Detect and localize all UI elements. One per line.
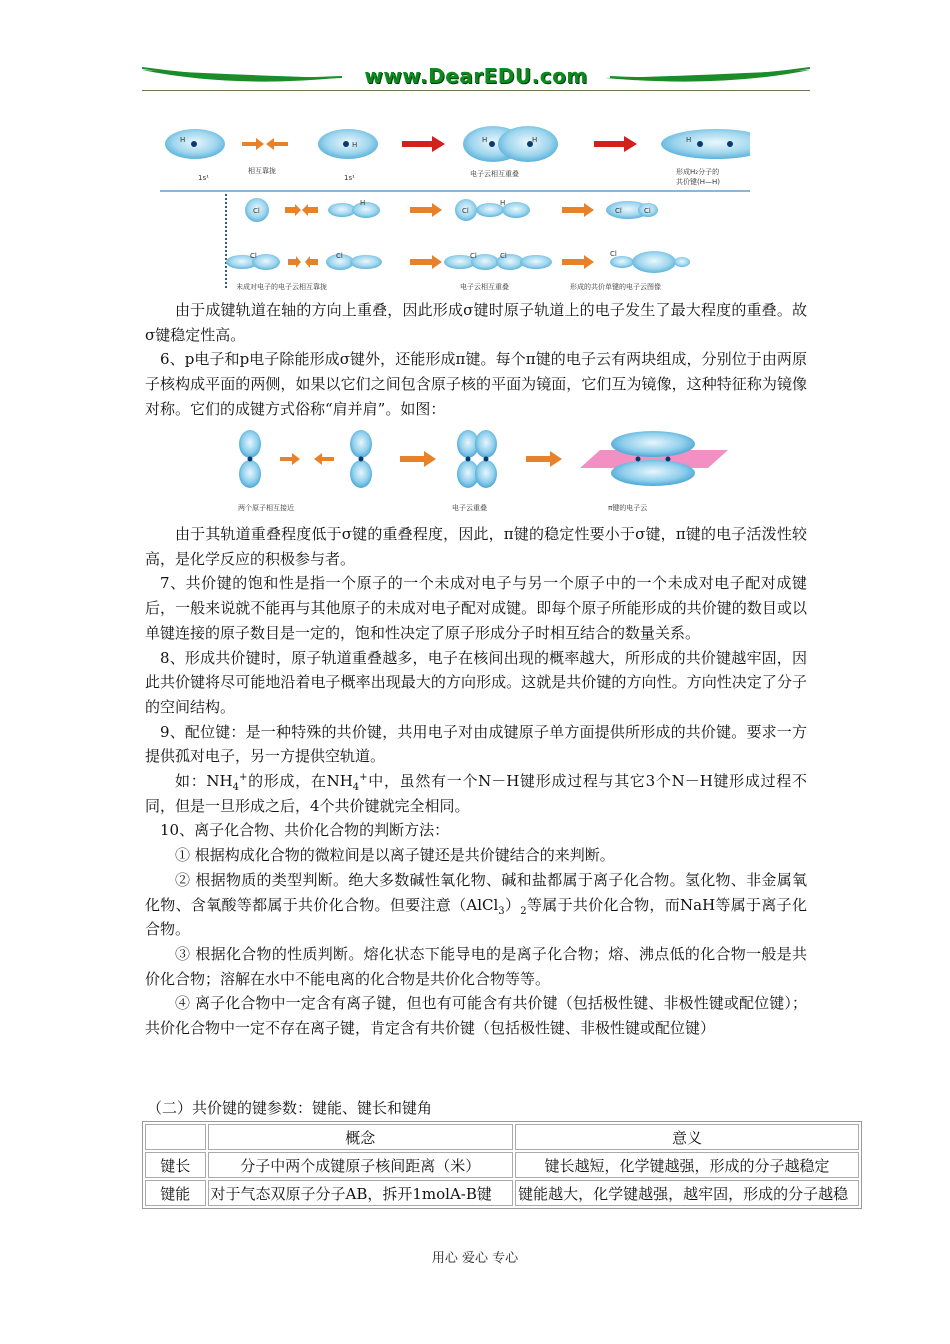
atom-label: Cl bbox=[500, 252, 507, 260]
table-cell: 键能 bbox=[145, 1180, 206, 1206]
figure-caption: 1s¹ bbox=[198, 174, 209, 182]
atom-label: Cl bbox=[470, 252, 477, 260]
figure-caption: 形成H₂分子的 bbox=[676, 168, 720, 176]
paragraph: ③ 根据化合物的性质判断。熔化状态下能导电的是离子化合物；熔、沸点低的化合物一般是共价化合物；溶解在水中不能电离的化合物是共价化合物等等。 bbox=[145, 944, 807, 988]
pi-bond-figure bbox=[228, 428, 728, 520]
atom-label: H bbox=[360, 199, 366, 207]
page-footer: 用心 爱心 专心 bbox=[431, 1251, 519, 1266]
atom-label: Cl bbox=[610, 250, 617, 258]
paragraph: 8、形成共价键时，原子轨道重叠越多，电子在核间出现的概率越大，所形成的共价键越牢固，因此共价键将尽可能地沿着电子概率出现最大的方向形成。这就是共价键的方向性。方向性决定了分子的空间结构。 bbox=[145, 648, 807, 716]
pi-bond-diagram bbox=[228, 428, 728, 520]
table-cell: 对于气态双原子分子AB，拆开1molA-B键 bbox=[208, 1180, 514, 1206]
site-brand: www.DearEDU.com bbox=[364, 64, 588, 88]
table-header-row bbox=[145, 1124, 859, 1150]
atom-label: Cl bbox=[250, 252, 257, 260]
atom-label: H bbox=[686, 136, 692, 144]
paragraph: ④ 离子化合物中一定含有离子键，但也有可能含有共价键（包括极性键、非极性键或配位键）；共价化合物中一定不存在离子键，肯定含有共价键（包括极性键、非极性键或配位键） bbox=[145, 994, 807, 1038]
header-divider bbox=[142, 90, 810, 91]
paragraph: 由于其轨道重叠程度低于σ键的重叠程度，因此，π键的稳定性要小于σ键，π键的电子活泼性较高，是化学反应的积极参与者。 bbox=[145, 525, 807, 568]
section-title: （二）共价键的键参数：键能、键长和键角 bbox=[147, 1099, 433, 1117]
figure-caption: 电子云相互重叠 bbox=[460, 283, 509, 291]
table-header-cell: 概念 bbox=[208, 1124, 514, 1150]
paragraph: 10、离子化合物、共价化合物的判断方法： bbox=[160, 821, 450, 840]
paragraph: 7、共价键的饱和性是指一个原子的一个未成对电子与另一个原子中的一个未成对电子配对成键后，一般来说就不能再与其他原子的未成对电子配对成键。即每个原子所能形成的共价键的数目或以单键连接的原子数目是一定的，饱和性决定了原子形成分子时相互结合的数量关系。 bbox=[145, 574, 807, 642]
atom-label: Cl bbox=[462, 207, 469, 215]
atom-label: H bbox=[532, 136, 538, 144]
table-cell: 键长越短，化学键越强，形成的分子越稳定 bbox=[515, 1152, 859, 1178]
figure-caption: 共价键(H—H) bbox=[676, 178, 720, 186]
paragraph: ② 根据物质的类型判断。绝大多数碱性氧化物、碱和盐都属于离子化合物。氢化物、非金属氧化物、含氧酸等都属于共价化合物。但要注意$(AlCl_3)_2$等属于共价化合物，而NaH等属于离子化合物。 bbox=[145, 870, 807, 939]
sigma-bond-figure bbox=[160, 118, 750, 296]
sigma-bond-diagram bbox=[160, 118, 750, 296]
paragraph: 9、配位键：是一种特殊的共价键，共用电子对由成键原子单方面提供所形成的共价键。要求一方提供孤对电子，另一方提供空轨道。 bbox=[145, 722, 807, 766]
figure-caption: 未成对电子的电子云相互靠拢 bbox=[236, 283, 327, 291]
atom-label: Cl bbox=[615, 207, 622, 215]
table-row bbox=[145, 1180, 859, 1206]
figure-caption: 形成的共价单键的电子云图像 bbox=[570, 283, 661, 291]
bond-parameters-table bbox=[142, 1121, 862, 1209]
table-cell: 分子中两个成键原子核间距离（米） bbox=[208, 1152, 514, 1178]
atom-label: Cl bbox=[644, 207, 651, 215]
figure-caption: 电子云相互重叠 bbox=[470, 170, 519, 178]
atom-label: Cl bbox=[336, 252, 343, 260]
figure-caption: 两个原子相互接近 bbox=[238, 504, 294, 512]
atom-label: H bbox=[352, 141, 358, 149]
text-block-1 bbox=[145, 298, 807, 422]
atom-label: H bbox=[180, 136, 186, 144]
figure-caption: π键的电子云 bbox=[608, 504, 648, 512]
atom-label: H bbox=[482, 136, 488, 144]
paragraph: ① 根据构成化合物的微粒间是以离子键还是共价键结合的来判断。 bbox=[175, 846, 615, 865]
text-block-2 bbox=[145, 522, 807, 1041]
paragraph: 6、p电子和p电子除能形成σ键外，还能形成π键。每个π键的电子云有两块组成，分别位于由两原子核构成平面的两侧，如果以它们之间包含原子核的平面为镜面，它们互为镜像，这种特征称为镜像对称。它们的成键方式俗称“肩并肩”。如图： bbox=[145, 350, 807, 418]
table-cell: 键长 bbox=[145, 1152, 206, 1178]
table-header-cell: 意义 bbox=[515, 1124, 859, 1150]
table-cell: 键能越大，化学键越强，越牢固，形成的分子越稳 bbox=[515, 1180, 859, 1206]
paragraph: 如：$NH_4^+$的形成，在$NH_4^+$中，虽然有一个N－H键形成过程与其它3个N－H键形成过程不同，但是一旦形成之后，4个共价键就完全相同。 bbox=[145, 772, 807, 815]
atom-label: H bbox=[500, 199, 506, 207]
figure-caption: 相互靠拢 bbox=[248, 167, 276, 175]
figure-caption: 1s¹ bbox=[344, 174, 355, 182]
table-header-cell bbox=[145, 1124, 206, 1150]
atom-label: Cl bbox=[253, 207, 260, 215]
table-row bbox=[145, 1152, 859, 1178]
paragraph: 由于成键轨道在轴的方向上重叠，因此形成σ键时原子轨道上的电子发生了最大程度的重叠。故σ键稳定性高。 bbox=[145, 301, 807, 344]
figure-caption: 电子云重叠 bbox=[452, 504, 487, 512]
